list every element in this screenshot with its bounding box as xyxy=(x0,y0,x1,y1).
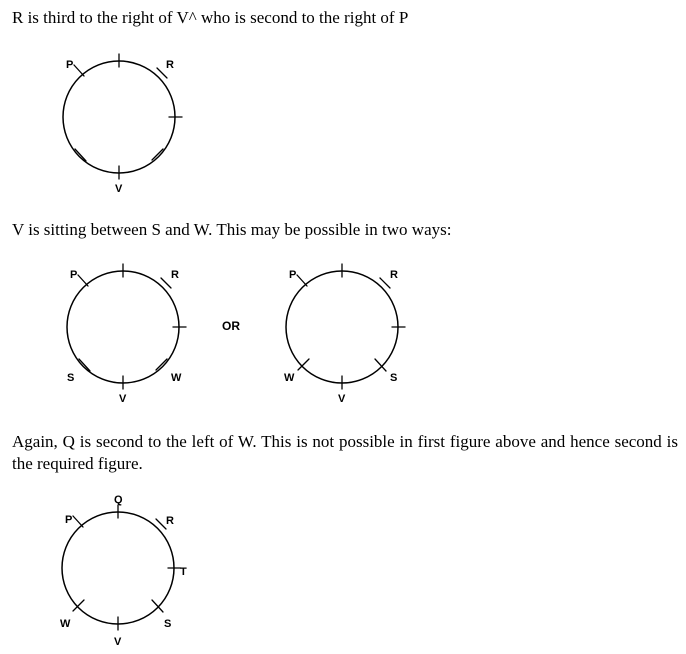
seat-p-mark xyxy=(73,516,83,527)
round-table xyxy=(67,271,179,383)
label-w: W xyxy=(60,618,71,630)
label-r: R xyxy=(390,269,398,281)
label-v: V xyxy=(338,393,346,405)
label-s: S xyxy=(390,372,398,384)
label-v: V xyxy=(115,183,123,195)
seat-s-mark xyxy=(375,359,386,371)
label-w: W xyxy=(284,372,295,384)
label-p: P xyxy=(65,514,73,526)
seat-p-mark xyxy=(78,275,88,286)
label-p: P xyxy=(70,269,78,281)
figure-3 xyxy=(60,494,187,648)
seat-s-mark xyxy=(79,359,90,371)
paragraph-1: R is third to the right of V^ who is second to the right of P xyxy=(12,8,409,27)
figure-1 xyxy=(63,54,182,195)
label-r: R xyxy=(166,515,174,527)
label-v: V xyxy=(114,636,122,648)
label-s: S xyxy=(67,372,75,384)
label-t: T xyxy=(180,566,187,578)
label-s: S xyxy=(164,618,172,630)
paragraph-3: Again, Q is second to the left of W. This is not possible in first figure above and hence second is the required figure. xyxy=(12,432,678,473)
label-q: Q xyxy=(114,494,123,506)
round-table xyxy=(62,512,174,624)
figure-2a xyxy=(67,264,186,405)
seat-p-mark xyxy=(297,275,307,286)
label-p: P xyxy=(289,269,297,281)
figure-2b xyxy=(284,264,405,405)
seat-w-mark xyxy=(73,600,84,611)
seat-p-mark xyxy=(74,65,84,76)
or-separator: OR xyxy=(222,319,240,333)
seat-bottom-left-mark xyxy=(75,149,86,161)
label-r: R xyxy=(171,269,179,281)
label-w: W xyxy=(171,372,182,384)
round-table xyxy=(63,61,175,173)
paragraph-2: V is sitting between S and W. This may be possible in two ways: xyxy=(12,220,452,239)
seat-s-mark xyxy=(152,600,163,612)
label-v: V xyxy=(119,393,127,405)
label-p: P xyxy=(66,59,74,71)
label-r: R xyxy=(166,59,174,71)
